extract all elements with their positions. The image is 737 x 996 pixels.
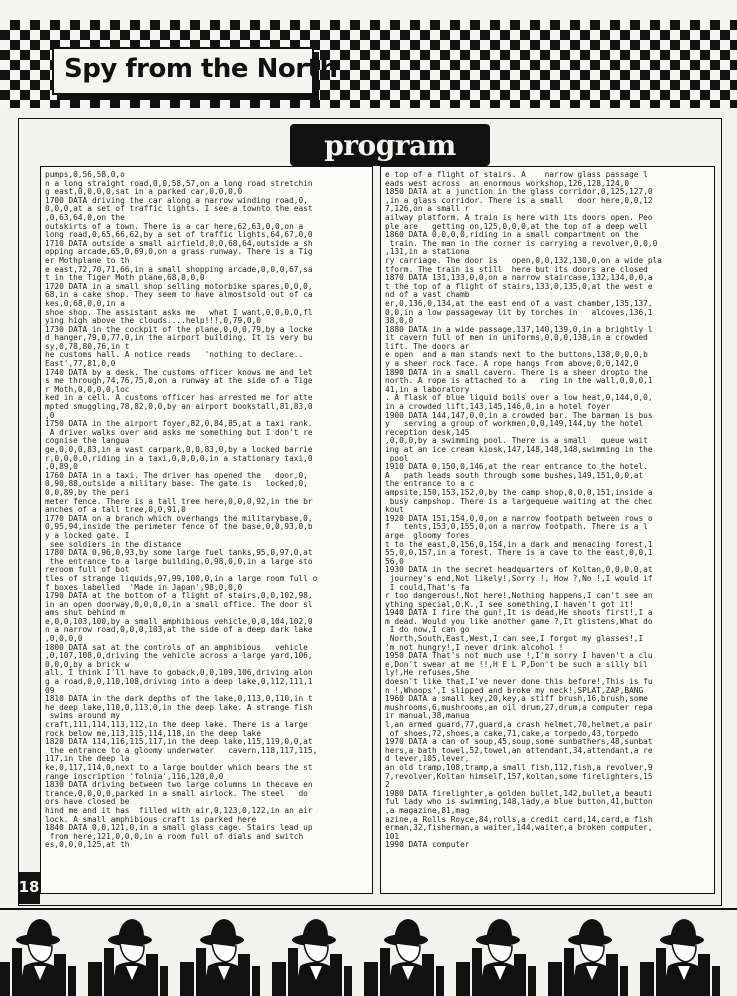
spy-silhouette-icon [548, 910, 628, 996]
listing-text-left: pumps,0,56,58,0,o n a long straight road,0,0,58,57,on a long road stretchin g east,0,0,0,0,sat in a parked car,0,0,0,0 1700 DATA driving the car along a narrow winding road,0, 0,0,0,at a set of traffic lights. I see a townto the east ,0,63,64,0,on the outskirts of a town. There is a car here,62,63,0,0,on a long road,0,65,66,62,by a set of traffic lights,64,67,0,0 1710 DATA outside a small airfield,0,0,68,64,outside a sh opping arcade,65,0,69,0,on a grass runway. There is a Tig er Mothplane to th e east,72,70,71,66,in a small shopping arcade,0,0,0,67,sa t in the Tiger Moth plane,68,0,0,0 1720 DATA in a small shop selling motorbike spares,0,0,0, 68,in a cake shop. They seem to have almostsold out of ca kes,0,68,0,0,in a shoe shop. The assistant asks me what I want,0,0,0,0,fl ying high above the clouds....help!!!,0,79,0,0 1730 DATA in the cockpit of the plane,0,0,0,79,by a locke d hanger,79,0,77,0,in the airport building. It is very bu sy,0,78,80,76,in t he customs hall. A notice reads 'nothing to declare.. East',77,81,0,0 1740 DATA by a desk. The customs officer knows me and let s me through,74,76,75,0,on a runway at the side of a Tige r Moth,0,0,0,0,loc ked in a cell. A customs officer has arrested me for atte mpted smuggling,78,82,0,0,by an airport bookstall,81,83,0 ,0 1750 DATA in the airport foyer,82,0,84,85,at a taxi rank. A driver walks over and asks me something but I don't re cognise the langua ge,0,0,0,83,in a vast carpark,0,0,83,0,by a locked barrie r,0,0,0,0,riding in a taxi,0,0,0,0,in a stationary taxi,0 ,0,89,0 1760 DATA in a taxi. The driver has opened the door,0, 0,90,88,outside a military base. The gate is locked,0, 0,0,89,by the peri meter fence. There is a tall tree here,0,0,0,92,in the br anches of a tall tree,0,0,91,0 1770 DATA on a branch which overhangs the militarybase,0, 0,95,94,inside the perimeter fence of the base,0,0,93,0,b y a locked gate. I see soldiers in the distance 1780 DATA 0,96,0,93,by some large fuel tanks,95,0,97,0,at the entrance to a large building,0,98,0,0,in a large sto reroom full of bot tles of strange liquids,97,99,100,0,in a large room full o f boxes labelled 'Made in Japan',98,0,0,0 1790 DATA at the bottom of a flight of stairs,0,0,102,98, in an open doorway,0,0,0,0,in a small office. The door sl ams shut behind m e,0,0,103,100,by a small amphibious vehicle,0,0,104,102,0 n a narrow road,0,0,0,103,at the side of a deep dark lake ,0,0,0,0 1800 DATA sat at the controls of an amphibious vehicle ,0,107,108,0,driving the vehicle across a large yard,106, 0,0,0,by a brick w all. I think I'll have to goback,0,0,109,106,driving alon g a road,0,0,110,108,driving into a deep lake,0,112,111,1 09 1810 DATA in the dark depths of the lake,0,113,0,110,in t he deep lake,110,0,113,0,in the deep lake. A strange fish swims around my craft,111,114,113,112,in the deep lake. There is a large rock below me,113,115,114,118,in the deep lake 1820 DATA 114,116,115,117,in the deep lake,115,119,0,0,at the entrance to a gloomy underwater cavern,118,117,115, 117,in the deep la ke,0,117,114,0,next to a large boulder which bears the st range inscription 'folnia',116,120,0,0 1830 DATA driving between two large columns in thecave en trance,0,0,0,0,parked in a small airlock. The steel do ors have closed be hind me and it has filled with air,0,123,0,122,in an air lock. A small amphibious craft is parked here 1840 DATA 0,0,121,0,in a small glass cage. Stairs lead up from here,121,0,0,0,in a room full of dials and switch es,0,0,0,125,at th [45, 170, 318, 850]
listing-column-left [40, 166, 373, 894]
header-top-band [0, 0, 737, 20]
listing-column-right [380, 166, 715, 894]
spy-silhouette-icon [640, 910, 720, 996]
spy-silhouette-icon [180, 910, 260, 996]
spy-silhouette-icon [456, 910, 536, 996]
spy-silhouette-icon [88, 910, 168, 996]
page-number: 18 [18, 878, 40, 896]
spy-silhouette-icon [272, 910, 352, 996]
program-listing-banner [290, 124, 490, 166]
title-box [52, 47, 338, 95]
spy-silhouette-strip [0, 908, 737, 996]
banner-label: program [324, 129, 456, 162]
listing-text-right: e top of a flight of stairs. A narrow glass passage l eads west across an enormous workshop,126,128,124,0 1850 DATA at a junction in the glass corridor,0,125,127,0 ,in a glass corridor. There is a small door here,0,0,12 7,126,on a small r ailway platform. A train is here with its doors open. Peo ple are getting on,125,0,0,0,at the top of a deep well 1860 DATA 0,0,0,0,riding in a small compartment on the train. The man in the corner is carrying a revolver,0,0,0 ,131,in a stationa ry carriage. The door is open,0,0,132,130,0,on a wide pla tform. The train is still here but its doors are closed 1870 DATA 131,133,0,0,on a narrow staircase,132,134,0,0,a t the top of a flight of stairs,133,0,135,0,at the west e nd of a vast chamb er,0,136,0,134,at the east end of a vast chamber,135,137, 0,0,in a low passageway lit by torches in alcoves,136,1 38,0,0 1880 DATA in a wide passage,137,140,139,0,in a brightly l it cavern full of men in uniforms,0,0,0,138,in a crowded lift. The doors ar e open and a man stands next to the buttons,138,0,0,0,b y a sheer rock face. A rope hangs from above,0,0,142,0 1890 DATA in a small cavern. There is a sheer dropto the north. A rope is attached to a ring in the wall,0,0,0,1 41,in a laboratory . A flask of blue liquid boils over a low heat,0,144,0,0, in a crowded lift,143,145,146,0,in a hotel foyer 1900 DATA 144,147,0,0,in a crowded bar. The barman is bus y serving a group of workmen,0,0,149,144,by the hotel reception desk,145 ,0,0,0,by a swimming pool. There is a small queue wait ing at an ice cream kiosk,147,148,148,148,swimming in the pool 1910 DATA 0,150,0,146,at the rear entrance to the hotel. A path leads south through some bushes,149,151,0,0,at the entrance to a c ampsite,150,153,152,0,by the camp shop,0,0,0,151,inside a busy campshop. There is a largequeue waiting at the chec kout 1920 DATA 151,154,0,0,on a narrow footpath between rows o f tents,153,0,155,0,on a narrow footpath. There is a l arge gloomy fores t to the east,0,156,0,154,in a dark and menacing forest,1 55,0,0,157,in a forest. There is a cave to the east,0,0,1 56,0 1930 DATA in the secret headquarters of Koltan,0,0,0,0,at journey's end,Not likely!,Sorry !, How ?,No !,I would if I could,That's fa r too dangerous!,Not here!,Nothing happens,I can't see an ything special,O.K.,I see something,I haven't got it! 1940 DATA I fire the gun!,It is dead,He shoots first!,I a m dead. Would you like another game ?,It glistens,What do I do now,I can go North,South,East,West,I can see,I forgot my glasses!,I 'm not hungry!,I never drink alcohol ! 1950 DATA That's not much use !,I'm sorry I haven't a clu e,Don't swear at me !!,H E L P,Don't be such a silly bil ly!,He refuses,She doesn't like that,I've never done this before!,This is fu n !,Whoops',I slipped and broke my neck!,SPLAT,ZAP,BANG 1960 DATA a small key,20,key,a stiff brush,16,brush,some mushrooms,6,mushrooms,an oil drum,27,drum,a computer repa ir manual,38,manua l,an armed guard,77,guard,a crash helmet,70,helmet,a pair of shoes,72,shoes,a cake,71,cake,a torpedo,43,torpedo 1970 DATA a can of soup,45,soup,some sunbathers,48,sunbat hers,a bath towel,52,towel,an attendant,34,attendant,a re d lever,105,lever, an old tramp,108,tramp,a small fish,112,fish,a revolver,9 7,revolver,Koltan himself,157,koltan,some firelighters,15 2 1980 DATA firelighter,a golden bullet,142,bullet,a beauti ful lady who is swimming,148,lady,a blue button,41,button ,a magazine,81,mag azine,a Rolls Royce,84,rolls,a credit card,14,card,a fish erman,32,fisherman,a waiter,144,waiter,a broken computer, 101 1990 DATA computer [385, 170, 662, 850]
page-number-box [18, 872, 40, 904]
page-title: Spy from the North [64, 54, 338, 84]
spy-silhouette-icon [0, 910, 76, 996]
spy-silhouette-icon [364, 910, 444, 996]
